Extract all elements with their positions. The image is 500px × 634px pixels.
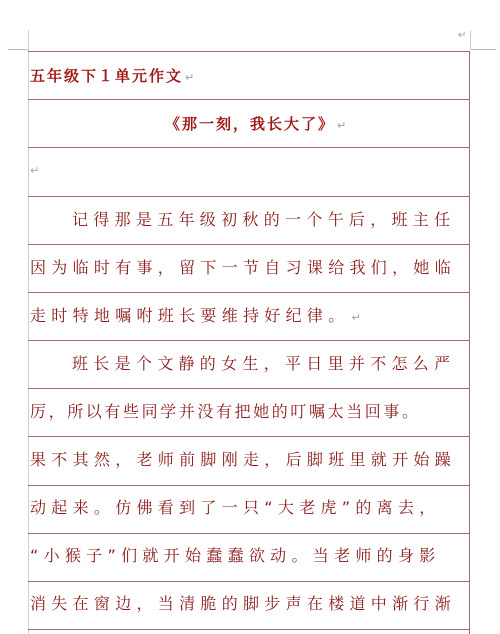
table-rule: [28, 629, 470, 630]
paragraph-mark-icon: ↵: [185, 71, 195, 84]
margin-guide-right: [470, 30, 471, 50]
text-line-content: “小猴子”们就开始蠢蠢欲动。当老师的身影: [30, 546, 441, 565]
table-rule: [28, 51, 470, 52]
document-subtitle: [165, 114, 500, 136]
paragraph-mark-icon: ↵: [337, 119, 347, 132]
text-line: [30, 258, 470, 278]
table-rule: [28, 581, 470, 582]
text-line-content: 动起来。仿佛看到了一只“大老虎”的离去，: [30, 498, 441, 517]
text-line: [30, 402, 470, 422]
text-line-content: 果不其然，老师前脚刚走，后脚班里就开始躁: [30, 450, 457, 469]
table-rule: [28, 99, 470, 100]
paragraph-mark-icon: ↵: [458, 30, 467, 41]
crop-mark-right: [470, 49, 496, 50]
text-line-content: 记得那是五年级初秋的一个午后，班主任: [72, 210, 456, 229]
document-subtitle-text: 《那一刻，我长大了》: [165, 115, 336, 133]
text-line: [30, 306, 470, 328]
table-rule: [28, 533, 470, 534]
table-rule: [28, 196, 470, 197]
table-rule: [28, 244, 470, 245]
paragraph-mark-icon: ↵: [351, 311, 361, 324]
paragraph-mark-icon: ↵: [30, 164, 40, 177]
text-line: [30, 546, 470, 566]
table-rule: [28, 388, 470, 389]
text-line-content: 消失在窗边，当清脆的脚步声在楼道中渐行渐: [30, 594, 457, 613]
table-rule: [28, 485, 470, 486]
table-rule: [28, 436, 470, 437]
text-line: [30, 498, 470, 518]
document-title: [30, 66, 470, 88]
text-line-content: 因为临时有事，留下一节自习课给我们，她临: [30, 258, 457, 277]
crop-mark-left: [8, 49, 28, 50]
text-line: [30, 354, 500, 374]
text-line: [30, 210, 500, 230]
text-line-content: 班长是个文静的女生，平日里并不怎么严: [72, 354, 456, 373]
table-rule: [28, 292, 470, 293]
table-rule: [28, 147, 470, 148]
text-line: [30, 450, 470, 470]
text-line-content: 走时特地嘱咐班长要维持好纪律。: [30, 306, 350, 325]
document-title-text: 五年级下１单元作文: [30, 67, 184, 85]
table-rule: [28, 340, 470, 341]
text-line: [30, 594, 470, 614]
margin-guide-left: [28, 30, 29, 634]
text-line-content: 厉，所以有些同学并没有把她的叮嘱太当回事。: [30, 402, 421, 421]
